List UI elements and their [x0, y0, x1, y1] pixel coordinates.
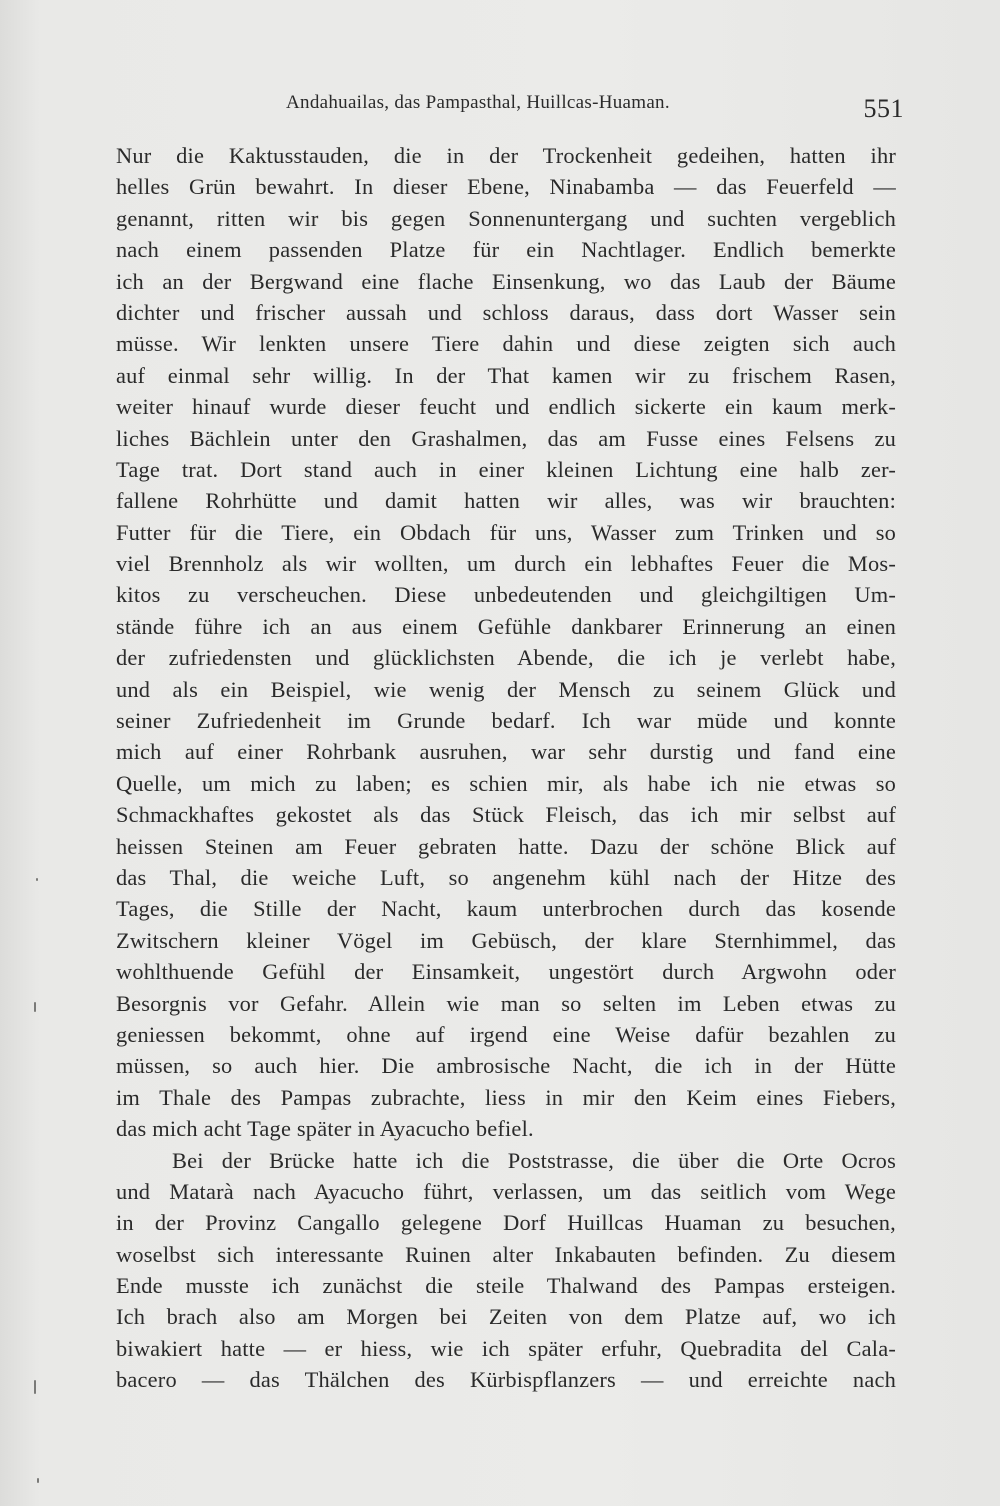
text-line: in der Provinz Cangallo gelegene Dorf Huillcas Huaman zu besuchen,	[116, 1210, 896, 1236]
text-line: Ende musste ich zunächst die steile Thalwand des Pampas ersteigen.	[116, 1273, 896, 1299]
body-text	[116, 140, 896, 1396]
text-line: Schmackhaftes gekostet als das Stück Fleisch, das ich mir selbst auf	[116, 802, 896, 828]
text-line: Bei der Brücke hatte ich die Poststrasse, die über die Orte Ocros	[172, 1147, 896, 1173]
text-line: nach einem passenden Platze für ein Nachtlager. Endlich bemerkte	[116, 237, 896, 263]
paragraph-2	[116, 1145, 896, 1396]
text-line: im Thale des Pampas zubrachte, liess in mir den Keim eines Fiebers,	[116, 1084, 896, 1110]
page-number: 551	[863, 94, 904, 123]
text-line: seiner Zufriedenheit im Grunde bedarf. Ich war müde und konnte	[116, 708, 896, 734]
text-line: viel Brennholz als wir wollten, um durch ein lebhaftes Feuer die Mos-	[116, 551, 896, 577]
text-line: weiter hinauf wurde dieser feucht und endlich sickerte ein kaum merk-	[116, 394, 896, 420]
text-line: Zwitschern kleiner Vögel im Gebüsch, der klare Sternhimmel, das	[116, 927, 896, 953]
text-line: auf einmal sehr willig. In der That kamen wir zu frischem Rasen,	[116, 362, 896, 388]
text-line: stände führe ich an aus einem Gefühle dankbarer Erinnerung an einen	[116, 613, 896, 639]
text-line: Tages, die Stille der Nacht, kaum unterbrochen durch das kosende	[116, 896, 896, 922]
text-line: Tage trat. Dort stand auch in einer kleinen Lichtung eine halb zer-	[116, 456, 896, 482]
paragraph-1	[116, 140, 896, 1145]
text-line: müssen, so auch hier. Die ambrosische Nacht, die ich in der Hütte	[116, 1053, 896, 1079]
text-line: liches Bächlein unter den Grashalmen, das am Fusse eines Felsens zu	[116, 425, 896, 451]
text-line: fallene Rohrhütte und damit hatten wir alles, was wir brauchten:	[116, 488, 896, 514]
text-line: Quelle, um mich zu laben; es schien mir, als habe ich nie etwas so	[116, 770, 896, 796]
text-line: das Thal, die weiche Luft, so angenehm kühl nach der Hitze des	[116, 864, 896, 890]
paper-speck	[37, 1478, 39, 1483]
text-line: Nur die Kaktusstauden, die in der Trockenheit gedeihen, hatten ihr	[116, 143, 896, 168]
text-line: Ich brach also am Morgen bei Zeiten von dem Platze auf, wo ich	[116, 1304, 896, 1330]
text-line: und als ein Beispiel, wie wenig der Mensch zu seinem Glück und	[116, 676, 896, 702]
text-line: heissen Steinen am Feuer gebraten hatte. Dazu der schöne Blick auf	[116, 833, 896, 859]
text-line: dichter und frischer aussah und schloss daraus, dass dort Wasser sein	[116, 299, 896, 325]
paper-speck	[34, 1002, 36, 1012]
text-line: und Matarà nach Ayacucho führt, verlassen, um das seitlich vom Wege	[116, 1178, 896, 1204]
text-line: Futter für die Tiere, ein Obdach für uns, Wasser zum Trinken und so	[116, 519, 896, 545]
text-line: bacero — das Thälchen des Kürbispflanzers — und erreichte nach	[116, 1367, 896, 1393]
text-line: kitos zu verscheuchen. Diese unbedeutenden und gleichgiltigen Um-	[116, 582, 896, 608]
paper-speck	[34, 1380, 36, 1394]
text-line: der zufriedensten und glücklichsten Abende, die ich je verlebt habe,	[116, 645, 896, 671]
text-line: woselbst sich interessante Ruinen alter Inkabauten befinden. Zu diesem	[116, 1241, 896, 1267]
running-head	[118, 88, 904, 123]
running-head-title: Andahuailas, das Pampasthal, Huillcas-Huaman.	[286, 92, 670, 113]
text-line: müsse. Wir lenkten unsere Tiere dahin und diese zeigten sich auch	[116, 331, 896, 357]
paper-speck	[36, 878, 38, 881]
text-line: das mich acht Tage später in Ayacucho befiel.	[116, 1116, 534, 1142]
text-line: wohlthuende Gefühl der Einsamkeit, ungestört durch Argwohn oder	[116, 959, 896, 985]
text-line: helles Grün bewahrt. In dieser Ebene, Ninabamba — das Feuerfeld —	[116, 174, 896, 200]
text-line: ich an der Bergwand eine flache Einsenkung, wo das Laub der Bäume	[116, 268, 896, 294]
text-line: geniessen bekommt, ohne auf irgend eine Weise dafür bezahlen zu	[116, 1021, 896, 1047]
text-line: Besorgnis vor Gefahr. Allein wie man so selten im Leben etwas zu	[116, 990, 896, 1016]
text-line: mich auf einer Rohrbank ausruhen, war sehr durstig und fand eine	[116, 739, 896, 765]
text-line: biwakiert hatte — er hiess, wie ich später erfuhr, Quebradita del Cala-	[116, 1335, 896, 1361]
text-line: genannt, ritten wir bis gegen Sonnenuntergang und suchten vergeblich	[116, 205, 896, 231]
